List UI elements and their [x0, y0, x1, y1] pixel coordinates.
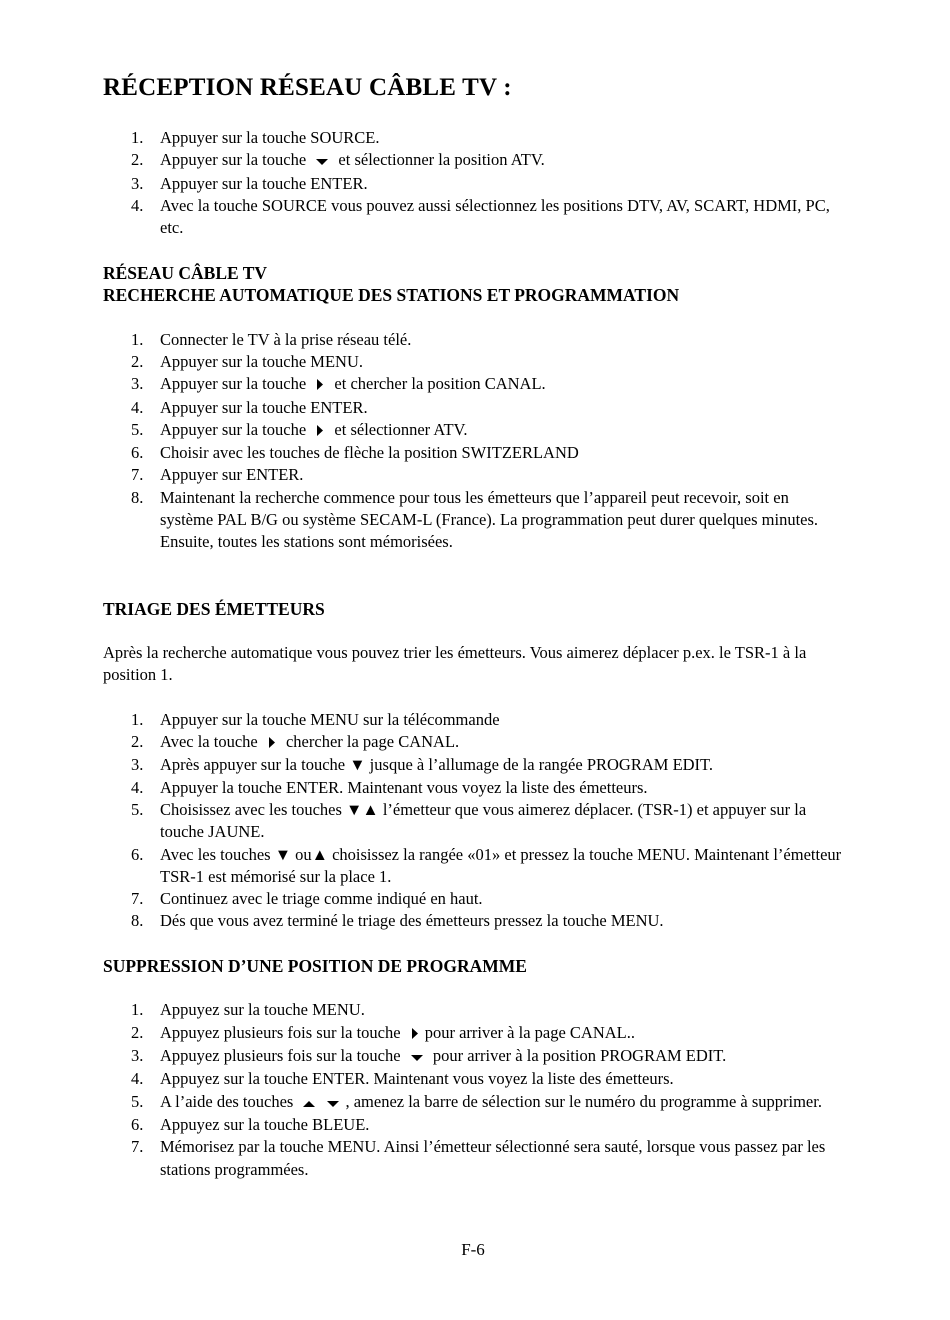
list-item	[103, 1068, 843, 1090]
list-item	[103, 173, 843, 195]
list-item-number: 2.	[131, 732, 144, 752]
list-item-text: Appuyez sur la touche MENU.	[160, 1000, 365, 1020]
list-item-number: 1.	[131, 1000, 144, 1020]
list-item-number: 1.	[131, 329, 144, 349]
list-item-text: Appuyez plusieurs fois sur la touche	[160, 1022, 405, 1042]
arrow-right-icon	[411, 1023, 419, 1045]
list-item	[103, 351, 843, 373]
list-item-text: Dés que vous avez terminé le triage des émetteurs pressez la touche MENU.	[160, 911, 664, 931]
list-item-text: Appuyer sur la touche MENU.	[160, 351, 363, 371]
section-heading-reseau: RÉSEAU CÂBLE TV	[103, 262, 268, 283]
list-item-text: Connecter le TV à la prise réseau télé.	[160, 329, 412, 349]
list-item-text: Avec la touche	[160, 732, 262, 752]
list-item	[103, 329, 843, 351]
list-item-text: Appuyer sur la touche	[160, 374, 311, 394]
list-item-number: 8.	[131, 911, 144, 931]
list-item	[103, 754, 843, 776]
arrow-down-icon	[316, 150, 328, 172]
arrow-down-icon	[411, 1046, 423, 1068]
list-item-number: 6.	[131, 844, 144, 864]
list-item-text: Avec la touche SOURCE vous pouvez aussi sélectionnez les positions DTV, AV, SCART, HDMI, PC, etc.	[160, 195, 830, 238]
list-item-number: 3.	[131, 374, 144, 394]
list-item-number: 4.	[131, 1069, 144, 1089]
list-item	[103, 844, 843, 889]
page-number: F-6	[461, 1240, 485, 1259]
list-item	[103, 777, 843, 799]
list-item	[103, 487, 843, 554]
list-item	[103, 442, 843, 464]
list-item-number: 7.	[131, 465, 144, 485]
list-item	[103, 999, 843, 1021]
page-footer	[0, 1240, 950, 1260]
page-title: RÉCEPTION RÉSEAU CÂBLE TV :	[103, 74, 512, 101]
triage-intro: Après la recherche automatique vous pouvez trier les émetteurs. Vous aimerez déplacer p.ex. le TSR-1 à la position 1.	[103, 643, 807, 685]
list-item	[103, 1022, 843, 1045]
list-item-number: 6.	[131, 443, 144, 463]
list-item-text: Continuez avec le triage comme indiqué en haut.	[160, 889, 483, 909]
triage-steps-list	[103, 709, 843, 933]
arrow-right-icon	[316, 420, 324, 442]
list-item-number: 2.	[131, 351, 144, 371]
list-item-number: 1.	[131, 128, 144, 147]
list-item-text: Appuyer sur ENTER.	[160, 465, 304, 485]
list-item	[103, 888, 843, 910]
list-item-number: 1.	[131, 709, 144, 729]
list-item-text: Choisir avec les touches de flèche la position SWITZERLAND	[160, 443, 579, 463]
list-item-number: 5.	[131, 799, 144, 819]
list-item-number: 4.	[131, 195, 144, 215]
list-item-number: 3.	[131, 755, 144, 775]
list-item-text: , amenez la barre de sélection sur le numéro du programme à supprimer.	[345, 1091, 822, 1111]
list-item-number: 2.	[131, 150, 144, 170]
list-item-number: 3.	[131, 173, 144, 193]
list-item-text: Maintenant la recherche commence pour tous les émetteurs que l’appareil peut recevoir, soit en système PAL B/G ou système SECAM-L (France). La programmation peut durer quelques minutes. Ensuite, toutes les stations sont mémorisées.	[160, 487, 819, 552]
list-item-text: Mémorisez par la touche MENU. Ainsi l’émetteur sélectionné sera sauté, lorsque vous passez par les stations programmées.	[160, 1137, 826, 1179]
list-item-text: Appuyer sur la touche ENTER.	[160, 397, 368, 417]
list-item-number: 2.	[131, 1022, 144, 1042]
arrow-down-icon	[327, 1092, 339, 1114]
list-item-text: Appuyer sur la touche ENTER.	[160, 173, 368, 193]
list-item	[103, 373, 843, 396]
list-item-text: Appuyez sur la touche ENTER. Maintenant vous voyez la liste des émetteurs.	[160, 1069, 674, 1089]
list-item-text: Appuyez sur la touche BLEUE.	[160, 1114, 370, 1134]
list-item-text: Appuyer la touche ENTER. Maintenant vous voyez la liste des émetteurs.	[160, 777, 648, 797]
list-item-number: 4.	[131, 397, 144, 417]
list-item	[103, 910, 843, 932]
section-heading-suppression: SUPPRESSION D’UNE POSITION DE PROGRAMME	[103, 955, 527, 976]
arrow-right-icon	[268, 732, 276, 754]
list-item-text: chercher la page CANAL.	[281, 732, 460, 752]
section-heading-triage: TRIAGE DES ÉMETTEURS	[103, 598, 325, 619]
list-item-text: pour arriver à la position PROGRAM EDIT.	[428, 1045, 727, 1065]
list-item-number: 7.	[131, 1137, 144, 1157]
list-item-number: 3.	[131, 1045, 144, 1065]
list-item	[103, 127, 843, 149]
list-item-text: Choisissez avec les touches ▼▲ l’émetteur que vous aimerez déplacer. (TSR-1) et appuyer sur la touche JAUNE.	[160, 799, 807, 842]
list-item	[103, 799, 843, 844]
list-item-text: Après appuyer sur la touche ▼ jusque à l’allumage de la rangée PROGRAM EDIT.	[160, 755, 714, 775]
arrow-right-icon	[316, 374, 324, 396]
list-item-text: Appuyez plusieurs fois sur la touche	[160, 1045, 405, 1065]
document-page	[103, 72, 843, 1181]
list-item-text: Appuyer sur la touche SOURCE.	[160, 128, 380, 147]
suppression-steps-list	[103, 999, 843, 1181]
list-item-number: 5.	[131, 1091, 144, 1111]
list-item-number: 6.	[131, 1114, 144, 1134]
list-item-text: A l’aide des touches	[160, 1091, 298, 1111]
list-item	[103, 1045, 843, 1068]
list-item-number: 4.	[131, 777, 144, 797]
reception-steps-list	[103, 127, 843, 240]
list-item-text: Appuyer sur la touche	[160, 150, 311, 170]
section-heading-recherche: RECHERCHE AUTOMATIQUE DES STATIONS ET PROGRAMMATION	[103, 285, 680, 306]
list-item-text: Appuyer sur la touche MENU sur la télécommande	[160, 709, 500, 729]
list-item	[103, 419, 843, 442]
list-item-text: et chercher la position CANAL.	[330, 374, 546, 394]
list-item	[103, 731, 843, 754]
list-item-text: Appuyer sur la touche	[160, 419, 311, 439]
list-item	[103, 464, 843, 486]
list-item	[103, 1114, 843, 1136]
list-item-text: et sélectionner la position ATV.	[334, 150, 545, 170]
list-item-text: et sélectionner ATV.	[330, 419, 468, 439]
list-item	[103, 1136, 843, 1181]
list-item	[103, 149, 843, 172]
list-item-number: 5.	[131, 419, 144, 439]
arrow-up-icon	[303, 1092, 315, 1114]
list-item	[103, 397, 843, 419]
list-item-text: Avec les touches ▼ ou▲ choisissez la rangée «01» et pressez la touche MENU. Maintenant l’émetteur TSR-1 est mémorisé sur la place 1.	[160, 844, 842, 886]
list-item-number: 8.	[131, 487, 144, 507]
recherche-steps-list	[103, 329, 843, 554]
list-item-number: 7.	[131, 889, 144, 909]
list-item-text: pour arriver à la page CANAL..	[424, 1022, 635, 1042]
list-item	[103, 195, 843, 240]
list-item	[103, 709, 843, 731]
list-item	[103, 1091, 843, 1114]
